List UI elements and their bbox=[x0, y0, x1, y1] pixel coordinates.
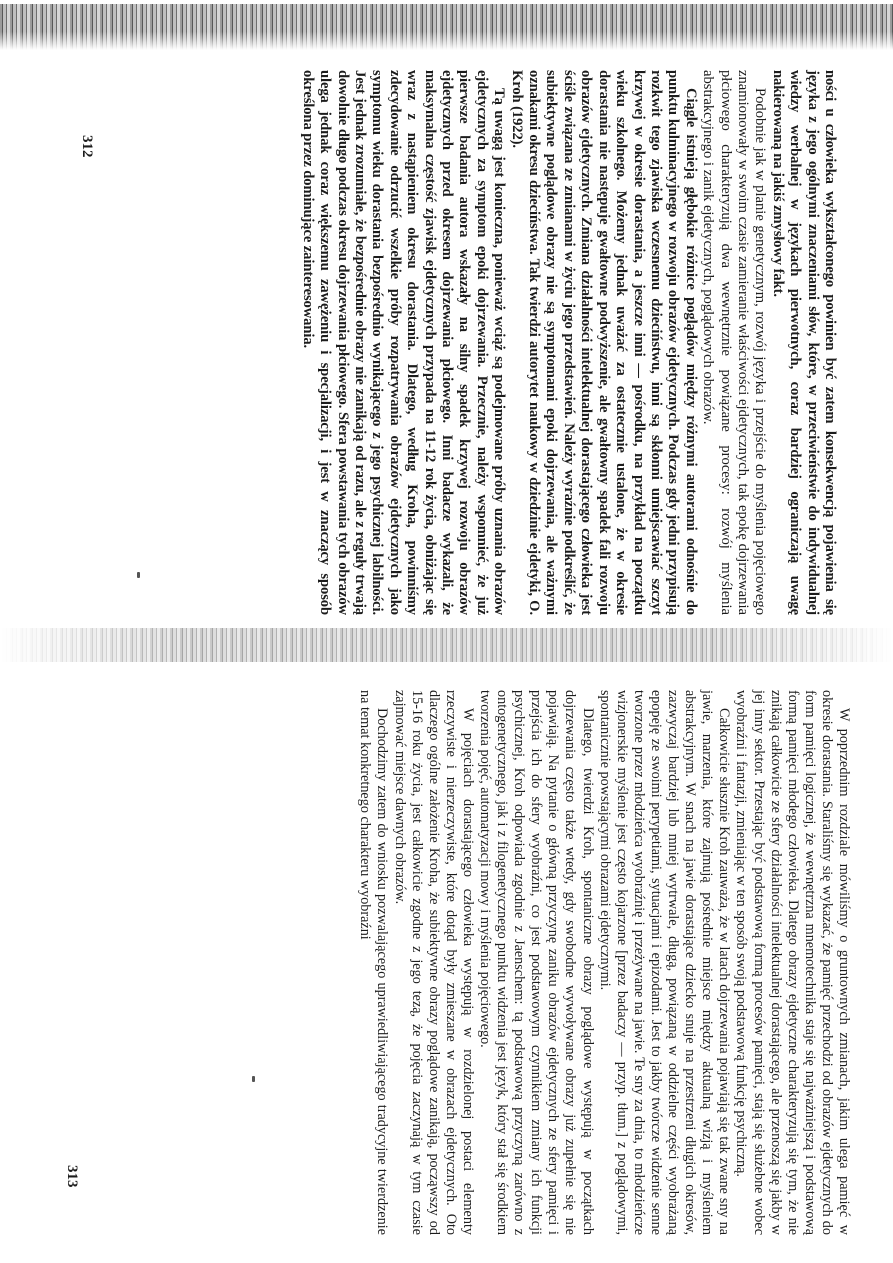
paragraph: Całkowicie słusznie Kroh zauważa, że w latach dojrzewania pojawiają się tak zwane sny na jawie, marzenia, które zajmują pośrednie miejsce między aktualną wizją i myśleniem abstrakcyjnym. W snach na jawie dorastające dziecko snuje na przestrzeni długich okresów, zazwyczaj bardziej lub mniej wytrwale, długą, powiązaną w oddzielne części wyobrażaną epopeję ze swoimi perypetiami, sytuacjami i epizodami. Jest to jakby twórcze widzenie senne tworzone przez młodzieńca wyobraźnię i przeżywane na jawie. Te sny za dnia, to młodzieńcze wizjonerskie myślenie jest często kojarzone [przez badaczy — przyp. tłum.] z poglądowymi, spontanicznie powstającymi obrazami ejdetycznymi. bbox=[596, 690, 733, 1235]
scan-speck bbox=[252, 1076, 255, 1082]
page-312-text bbox=[108, 70, 838, 615]
scan-speck bbox=[137, 572, 140, 578]
paragraph: Dlatego, twierdzi Kroh, spontaniczne obrazy poglądowe występują w początkach dojrzewania często także wtedy, gdy swobodne wywoływane obrazy już zupełnie się nie pojawiają. Na pytanie o główną przyczynę zaniku obrazów ejdetycznych ze sfery pamięci i przejścia ich do sfery wyobraźni, co jest podstawowym czynnikiem zmiany ich funkcji psychicznej, Kroh odpowiada zgodnie z Jaenschem: tą podstawową przyczyną zarówno z ontogenetycznego, jak i z filogenetycznego punktu widzenia jest język, który stał się środkiem tworzenia pojęć, automatyzacji mowy i myślenia pojęciowego. bbox=[477, 690, 596, 1235]
paragraph: Ciągle istnieją głębokie różnice poglądów między różnymi autorami odnośnie do punktu kulminacyjnego w rozwoju obrazów ejdetycznych. Podczas gdy jedni przypisują rozkwit tego zjawiska wczesnemu dzieciństwu, inni są skłonni umiejscawiać szczyt krzywej w okresie dorastania, a jeszcze inni — pośrodku, na przykład na początku wieku szkolnego. Możemy jednak uważać za ostatecznie ustalone, że w okresie dorastania nie następuje gwałtowne podwyższenie, ale gwałtowny spadek fali rozwoju obrazów ejdetycznych. Zmiana działalności intelektualnej dorastającego człowieka jest ściśle związana ze zmianami w życiu jego przedstawień. Należy wyraźnie podkreślić, że subiektywne poglądowe obrazy nie są symptomami epoki dojrzewania, ale ważnymi oznakami okresu dzieciństwa. Tak twierdzi autorytet naukowy w dziedzinie ejdetyki, O. Kroh (1922). bbox=[508, 70, 699, 615]
scan-shadow-top bbox=[0, 4, 893, 50]
scan-shadow-spine bbox=[0, 628, 893, 662]
page-number-312: 312 bbox=[79, 135, 95, 158]
paragraph: Tą uwagą jest konieczna, ponieważ wciąż są podejmowane próby uznania obrazów ejdetycznych za symptom epoki dojrzewania. Przecznie, należy wspomnieć, że już pierwsze badania autora wskazały na silny spadek krzywej rozwoju obrazów ejdetycznych przed okresem dojrzewania płciowego. Inni badacze wykazali, że maksymalna częstość zjawisk ejdetycznych przypada na 11-12 rok życia, obniżając się wraz z nastąpieniem okresu dorastania. Dlatego, według Kroha, powinniśmy zdecydowanie odrzucić wszelkie próby rozpatrywania obrazów ejdetycznych jako symptomu wieku dorastania bezpośrednio wynikającego z jego psychicznej labilności. Jest jednak zrozumiałe, że bezpośrednie obrazy nie zanikają od razu, ale z reguły trwają dowolnie długo podczas okresu dojrzewania płciowego. Sfera powstawania tych obrazów ulega jednak coraz większemu zawężeniu i specjalizacji, i jest w znaczący sposób określona przez dominujące zainteresowania. bbox=[299, 70, 508, 615]
page-number-313: 313 bbox=[64, 1165, 80, 1188]
paragraph: Podobnie jak w planie genetycznym, rozwój języka i przejście do myślenia pojęciowego znamionowały w swoim czasie zamieranie właściwości ejdetycznych, tak epokę dojrzewania płciowego charakteryzują dwa wewnętrznie powiązane procesy: rozwój myślenia abstrakcyjnego i zanik ejdetycznych, poglądowych obrazów. bbox=[700, 70, 769, 615]
paragraph: ności u człowieka wykształconego powinien być zatem konsekwencją pojawienia się języka z jego ogólnymi znaczeniami słów, które, w przeciwieństwie do indywidualnej wiedzy werbalnej w językach pierwotnych, coraz bardziej ograniczają uwagę nakierowaną na jakiś zmysłowy fakt. bbox=[769, 70, 838, 615]
paragraph: Dochodzimy zatem do wniosku pozwalającego uprawiedliwiającego tradycyjne twierdzenie na temat konkretnego charakteru wyobraźni bbox=[357, 690, 391, 1235]
page-313-text bbox=[117, 690, 852, 1235]
paragraph: W pojęciach dorastającego człowieka występują w rozdzielonej postaci elementy rzeczywiste i nierzeczywiste, które dotąd były zmieszane w obrazach ejdetycznych. Oto dlaczego ogólne założenie Kroha, że subiektywne obrazy poglądowe zanikają, począwszy od 15-16 roku życia, jest całkowicie zgodne z jego tezą, że pojęcia zaczynają w tym czasie zajmować miejsce dawnych obrazów. bbox=[391, 690, 476, 1235]
paragraph: W poprzednim rozdziale mówiliśmy o gruntownych zmianach, jakim ulega pamięć w okresie dorastania. Staraliśmy się wykazać, że pamięć przechodzi od obrazów ejdetycznych do form pamięci logicznej, że wewnętrzna mnemotechnika staje się najważniejszą i podstawową formą pamięci młodego człowieka. Dlatego obrazy ejdetyczne charakteryzują się tym, że nie znikają całkowicie ze sfery działalności intelektualnej dorastającego, ale przenoszą się jakby w jej inny sektor. Przestając być podstawową formą procesów pamięci, stają się służebne wobec wyobraźni i fantazji, zmieniając w ten sposób swoją podstawową funkcję psychiczną. bbox=[733, 690, 852, 1235]
